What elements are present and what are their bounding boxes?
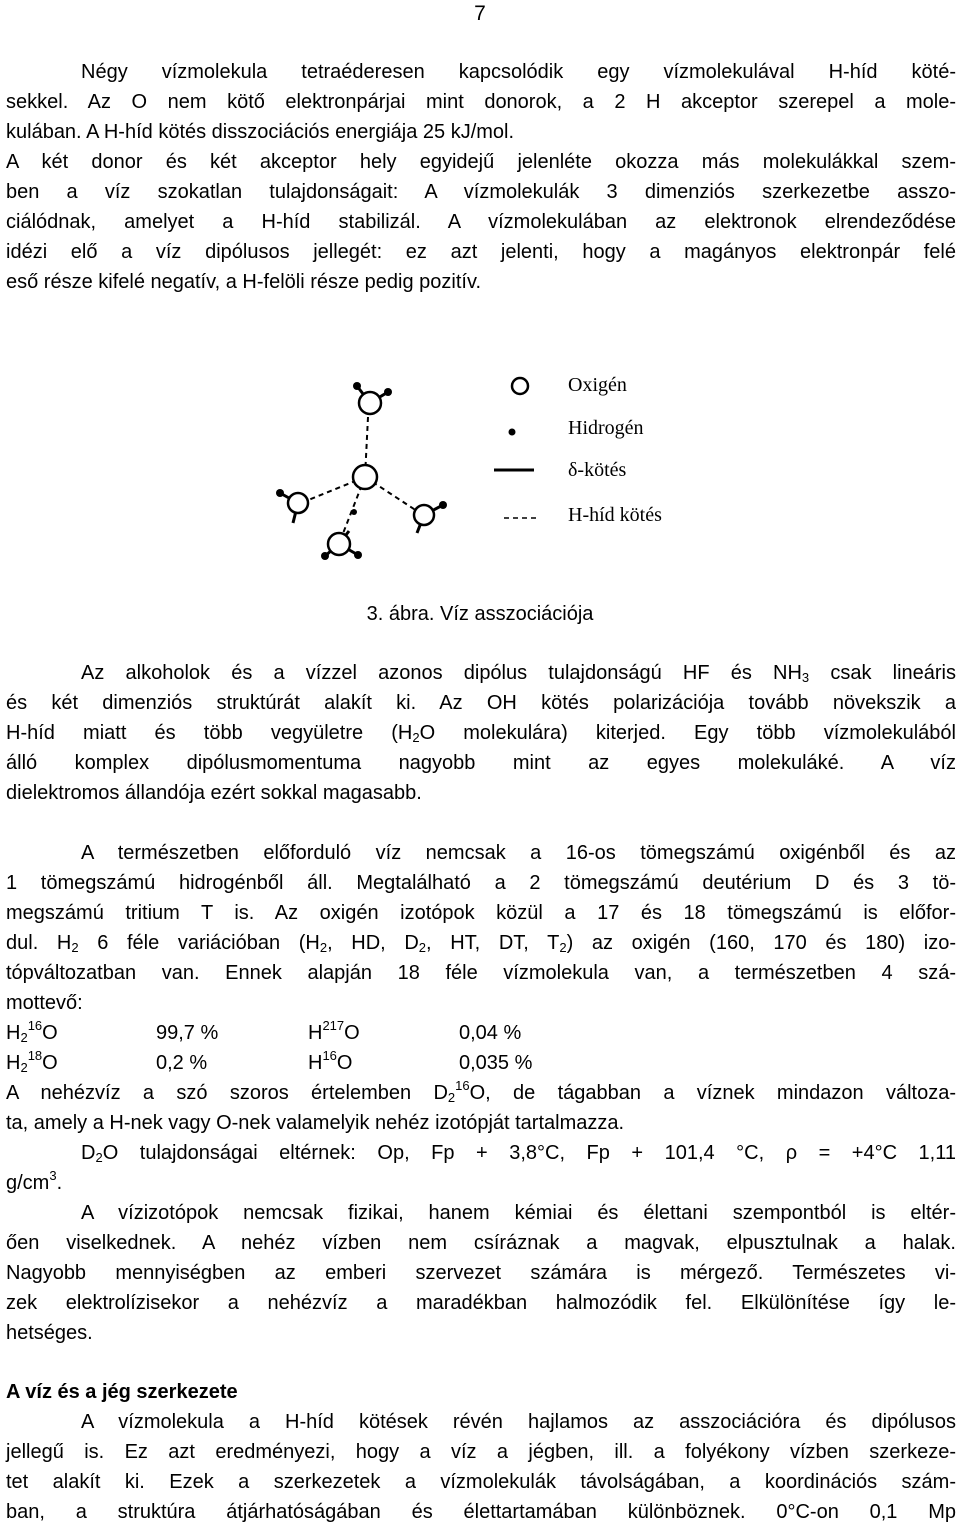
text-line: ben a víz szokatlan tulajdonságait: A vízmolekulák 3 dimenziós szerkezetbe asszo- xyxy=(6,181,956,203)
legend-delta-bond: δ-kötés xyxy=(568,459,627,481)
paragraph-dipole xyxy=(6,658,956,808)
text-line: A természetben előforduló víz nemcsak a 16-os tömegszámú oxigénből és az xyxy=(81,842,956,864)
text-line: $D_2O$ tulajdonságai eltérnek: Op, Fp + 3,8°C, Fp + 101,4 °C, ρ = +4°C 1,11 xyxy=(81,1142,956,1165)
text-line: megszámú tritium T is. Az oxigén izotópok közül a 17 és 18 tömegszámú is előfor- xyxy=(6,902,956,924)
isotope-row xyxy=(6,1018,956,1048)
molecule-diagram xyxy=(272,355,690,598)
text-line: ta, amely a H-nek vagy O-nek valamelyik nehéz izotópját tartalmazza. xyxy=(6,1112,625,1134)
text-line: Négy vízmolekula tetraéderesen kapcsolódik egy vízmolekulával H-híd köté- xyxy=(81,61,956,83)
text-line: ciálódnak, amelyet a H-híd stabilizál. A vízmolekulában az elektronok elrendeződése xyxy=(6,211,956,233)
text-line: eső része kifelé negatív, a H-felöli része pedig pozitív. xyxy=(6,271,482,293)
isotope-abundance: 0,04 % xyxy=(459,1022,522,1044)
isotope-formula: $H_2^{16}O$ xyxy=(6,1018,58,1045)
text-line: Az alkoholok és a vízzel azonos dipólus tulajdonságú HF és $NH_3$ csak lineáris xyxy=(81,662,956,685)
text-line: $g/cm^3$. xyxy=(6,1168,63,1194)
isotope-abundance: 99,7 % xyxy=(156,1022,219,1044)
legend-hbond: H-híd kötés xyxy=(568,504,662,526)
hydrogen-legend-symbol xyxy=(509,429,516,436)
text-line: ően viselkednek. A nehéz vízben nem csíráznak a magvak, elpusztulnak a halak. xyxy=(6,1232,956,1254)
text-line: sekkel. Az O nem kötő elektronpárjai mint donorok, a 2 H akceptor szerepel a mole- xyxy=(6,91,956,113)
legend-oxygen: Oxigén xyxy=(568,374,627,396)
isotope-formula: $H_2^{18}O$ xyxy=(6,1048,58,1075)
text-line: tet alakít ki. Ezek a szerkezetek a vízmolekulák távolságában, a koordinációs szám- xyxy=(6,1471,956,1493)
text-line: kulában. A H-híd kötés disszociációs energiája 25 kJ/mol. xyxy=(6,121,515,143)
text-line: zek elektrolízisekor a nehézvíz a maradékban halmozódik fel. Elkülönítése így le- xyxy=(6,1292,956,1314)
isotope-row xyxy=(6,1048,956,1078)
text-line: álló komplex dipólusmomentuma nagyobb mint az egyes molekuláké. A víz xyxy=(6,752,956,774)
text-line: tópváltozatban van. Ennek alapján 18 féle vízmolekula van, a természetben 4 szá- xyxy=(6,962,956,984)
paragraph-intro xyxy=(6,57,956,297)
isotope-abundance: 0,035 % xyxy=(459,1052,533,1074)
page-number: 7 xyxy=(474,2,486,25)
isotope-abundance: 0,2 % xyxy=(156,1052,208,1074)
figure-caption: 3. ábra. Víz asszociációja xyxy=(366,603,594,625)
isotope-formula: $H^{217}O$ xyxy=(308,1018,360,1044)
text-line: A vízmolekula a H-híd kötések révén hajlamos az asszociációra és dipólusos xyxy=(81,1411,956,1433)
text-line: mottevő: xyxy=(6,992,83,1014)
paragraph-structure xyxy=(6,1407,956,1527)
text-line: A két donor és két akceptor hely egyidejű jelenléte okozza más molekulákkal szem- xyxy=(6,151,956,173)
text-line: A nehézvíz a szó szoros értelemben $D_2^{16}O$, de tágabban a víznek mindazon változa- xyxy=(6,1078,956,1105)
text-line: ban, a struktúra átjárhatóságában és élettartamában különböznek. 0°C-on 0,1 Mp xyxy=(6,1501,956,1523)
paragraph-d2o-properties xyxy=(6,1138,956,1198)
oxygen-legend-symbol xyxy=(512,378,528,394)
water-association-figure xyxy=(272,355,690,598)
text-line: dielektromos állandója ezért sokkal magasabb. xyxy=(6,782,422,804)
paragraph-isotope-effects xyxy=(6,1198,956,1348)
section-heading: A víz és a jég szerkezete xyxy=(6,1381,238,1403)
text-line: dul. $H_2$ 6 féle variációban ($H_2$, HD, $D_2$, HT, DT, $T_2$) az oxigén (160, 170 és 180) izo- xyxy=(6,932,957,955)
text-line: H-híd miatt és több vegyületre ($H_2O$ molekulára) kiterjed. Egy több vízmolekulából xyxy=(6,722,956,745)
legend-hydrogen: Hidrogén xyxy=(568,417,644,439)
text-line: Nagyobb mennyiségben az emberi szervezet számára is mérgező. Természetes vi- xyxy=(6,1262,956,1284)
isotope-table xyxy=(6,1018,956,1078)
paragraph-heavy-water xyxy=(6,1078,956,1138)
text-line: idézi elő a víz dipólusos jellegét: ez azt jelenti, hogy a magányos elektronpár felé xyxy=(6,241,956,263)
isotope-formula: $H^{16}O$ xyxy=(308,1048,353,1074)
text-line: 1 tömegszámú hidrogénből áll. Megtalálható a 2 tömegszámú deutérium D és 3 tö- xyxy=(6,872,956,894)
text-line: A vízizotópok nemcsak fizikai, hanem kémiai és élettani szempontból is eltér- xyxy=(81,1202,956,1224)
paragraph-isotopes xyxy=(6,838,956,1018)
text-line: és két dimenziós struktúrát alakít ki. Az OH kötés polarizációja tovább növekszik a xyxy=(6,692,956,714)
text-line: jellegű is. Ez azt eredményezi, hogy a víz a jégben, ill. a folyékony vízben szerkeze- xyxy=(6,1441,956,1463)
text-line: hetséges. xyxy=(6,1322,93,1344)
